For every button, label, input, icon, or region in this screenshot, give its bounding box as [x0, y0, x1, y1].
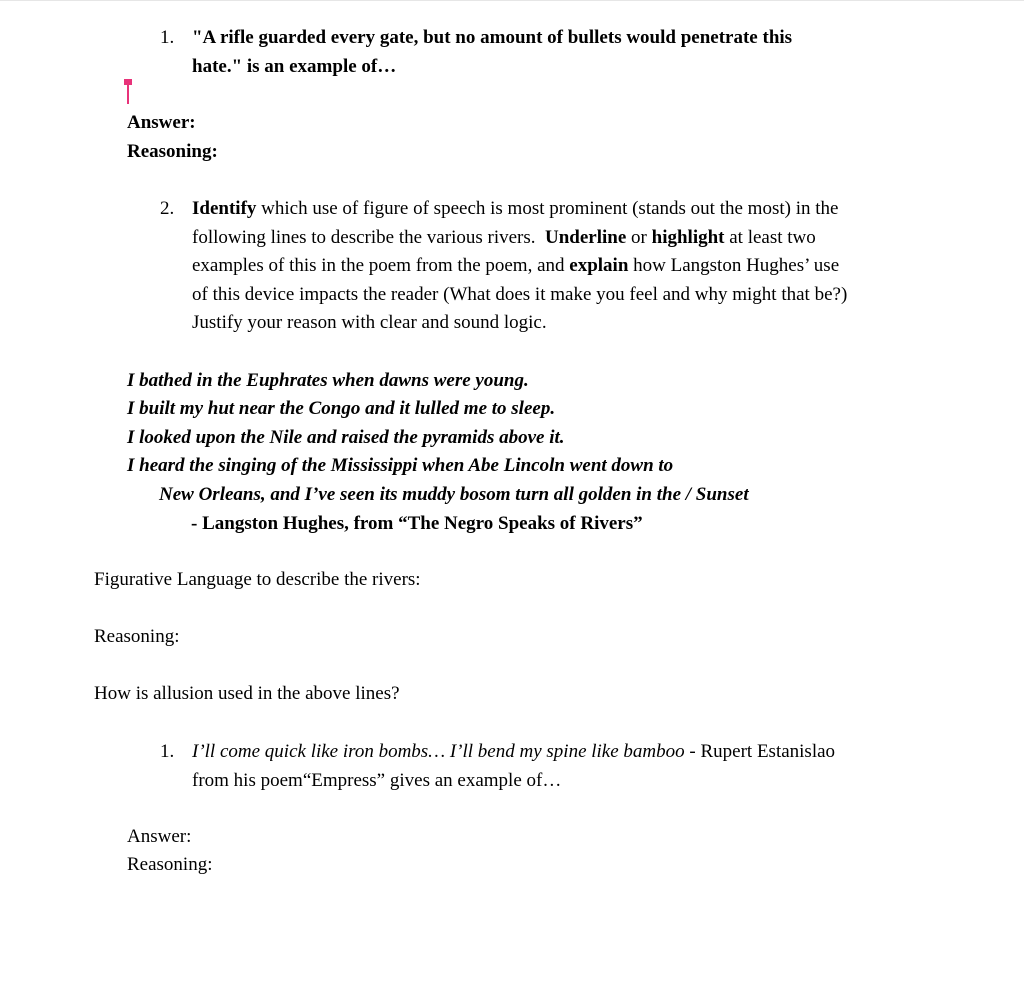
poem-line: New Orleans, and I’ve seen its muddy bosom turn all golden in the / Sunset	[159, 484, 749, 505]
explain-keyword: explain	[569, 255, 629, 276]
question-3-reasoning-label: Reasoning:	[127, 854, 213, 875]
question-1-text-line-1: "A rifle guarded every gate, but no amount of bullets would penetrate this	[192, 27, 793, 48]
question-2-line-1: Identify which use of figure of speech is most prominent (stands out the most) in the	[192, 198, 839, 219]
question-3-line-1: I’ll come quick like iron bombs… I’ll bend my spine like bamboo - Rupert Estanislao	[192, 741, 836, 762]
identify-keyword: Identify	[192, 198, 257, 219]
question-3-line-2: from his poem“Empress” gives an example of…	[192, 770, 562, 791]
question-3-number: 1.	[160, 741, 175, 762]
poem-line: I heard the singing of the Mississippi when Abe Lincoln went down to	[127, 455, 674, 476]
poem-line: I looked upon the Nile and raised the pyramids above it.	[127, 427, 565, 448]
reasoning-prompt: Reasoning:	[94, 626, 180, 647]
underline-keyword: Underline	[545, 227, 627, 248]
question-1-text-line-2: hate." is an example of…	[192, 56, 397, 77]
question-2-number: 2.	[160, 198, 175, 219]
question-3-answer-label: Answer:	[127, 826, 192, 847]
question-2-line-4: of this device impacts the reader (What does it make you feel and why might that be?)	[192, 284, 848, 305]
highlight-keyword: highlight	[651, 227, 725, 248]
question-2-line-2: following lines to describe the various rivers. Underline or highlight at least two	[192, 227, 816, 248]
page-top-border	[0, 0, 1024, 1]
text-cursor-marker	[124, 79, 132, 104]
figurative-language-prompt: Figurative Language to describe the rivers:	[94, 569, 421, 590]
poem-attribution: - Langston Hughes, from “The Negro Speaks of Rivers”	[191, 513, 643, 534]
question-2-line-5: Justify your reason with clear and sound logic.	[192, 312, 547, 333]
allusion-prompt: How is allusion used in the above lines?	[94, 683, 400, 704]
poem-line: I bathed in the Euphrates when dawns were young.	[127, 370, 529, 391]
poem-line: I built my hut near the Congo and it lulled me to sleep.	[127, 398, 556, 419]
question-2-line-3: examples of this in the poem from the poem, and explain how Langston Hughes’ use	[192, 255, 840, 276]
question-1-reasoning-label: Reasoning:	[127, 141, 218, 162]
empress-quote: I’ll come quick like iron bombs… I’ll bend my spine like bamboo	[192, 741, 685, 762]
question-1-number: 1.	[160, 27, 175, 48]
question-1-answer-label: Answer:	[127, 112, 196, 133]
